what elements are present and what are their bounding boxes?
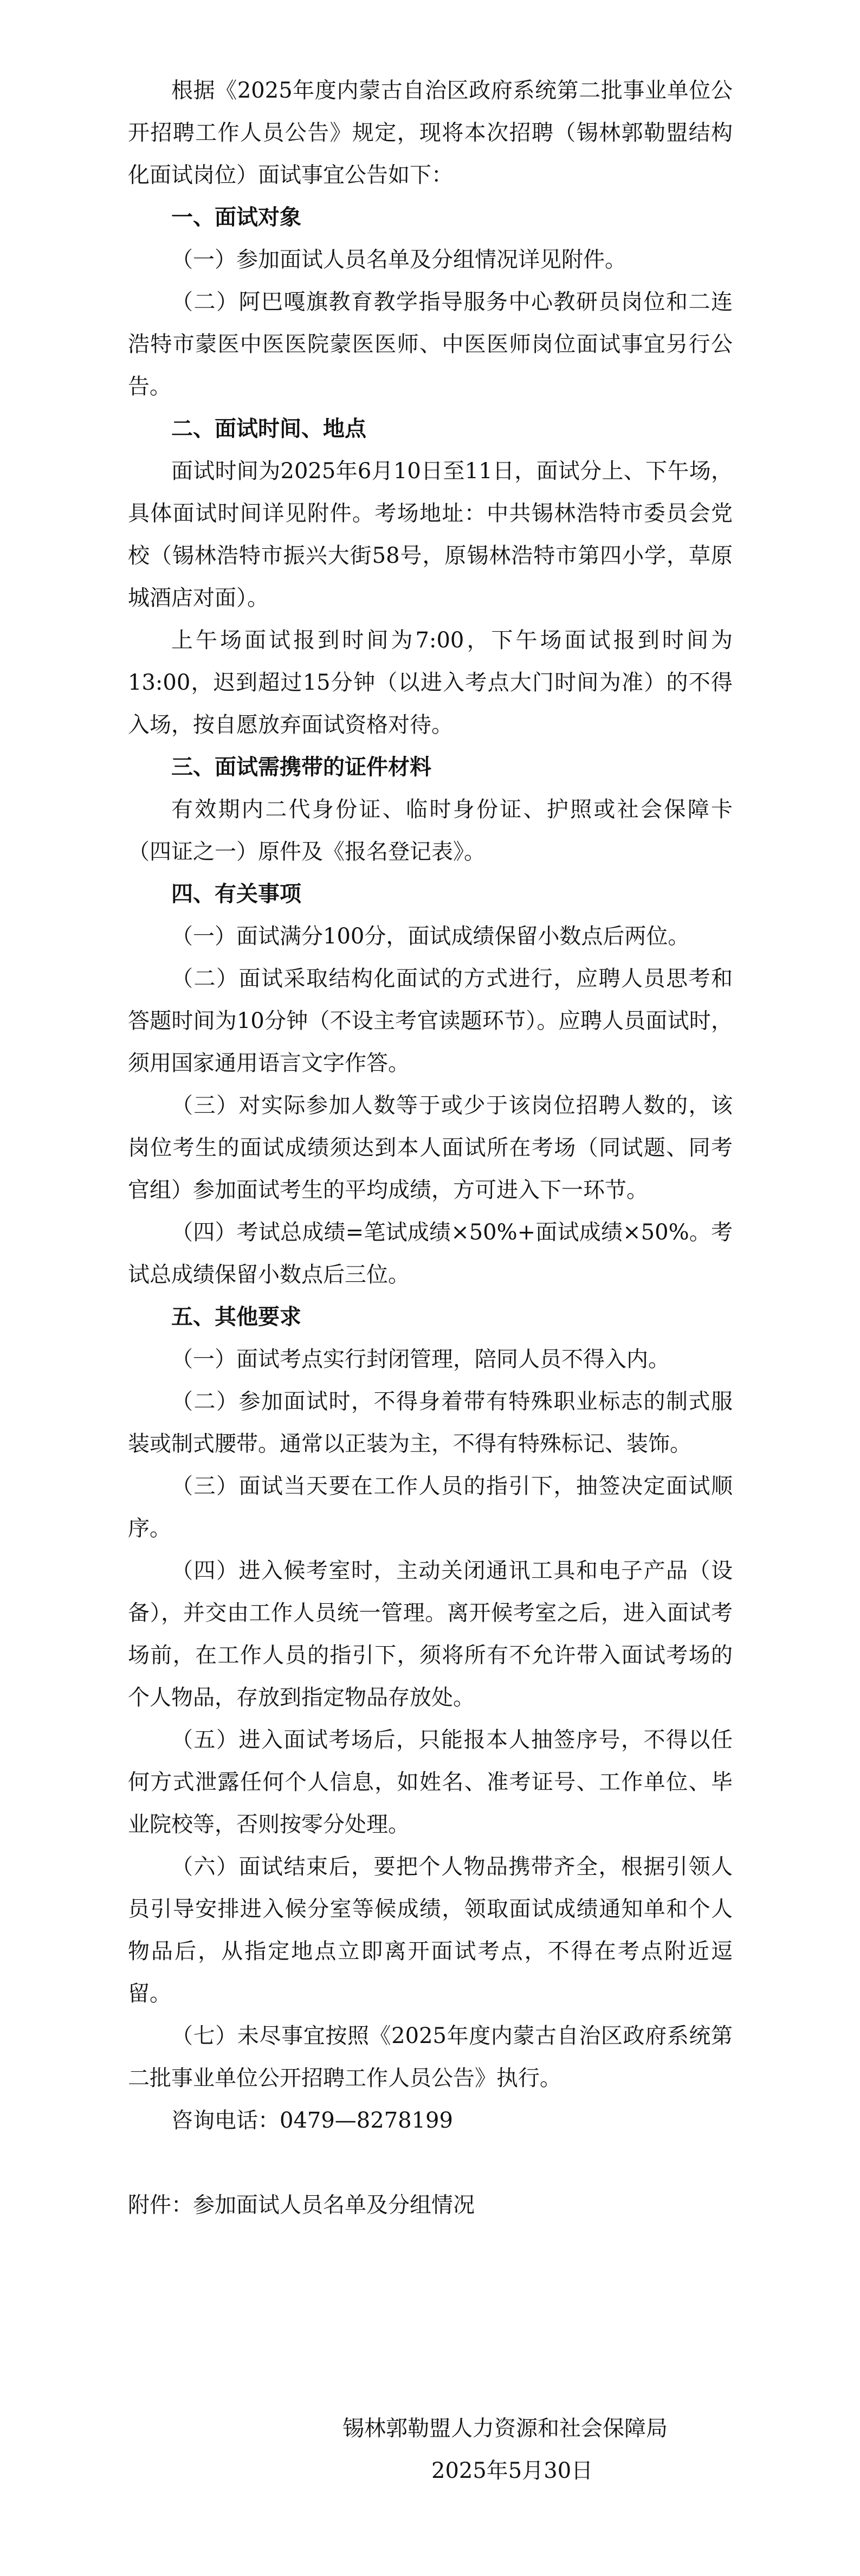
section-paragraph: （一）面试考点实行封闭管理，陪同人员不得入内。 (171, 1347, 670, 1372)
section-paragraph: （一）面试满分100分，面试成绩保留小数点后两位。 (171, 924, 690, 949)
section-time-location (128, 408, 733, 746)
section-required-documents (128, 746, 733, 873)
section-heading: 二、面试时间、地点 (171, 416, 366, 441)
section-paragraph: （六）面试结束后，要把个人物品携带齐全，根据引领人员引导安排进入候分室等候成绩，领取面试成绩通知单和个人物品后，从指定地点立即离开面试考点，不得在考点附近逗留。 (128, 1854, 733, 2006)
section-paragraph: 上午场面试报到时间为7:00，下午场面试报到时间为13:00，迟到超过15分钟（以进入考点大门时间为准）的不得入场，按自愿放弃面试资格对待。 (128, 628, 733, 737)
section-heading: 三、面试需携带的证件材料 (171, 754, 431, 780)
attachment-note: 附件：参加面试人员名单及分组情况 (128, 2193, 475, 2218)
section-interview-targets (128, 196, 733, 408)
section-related-matters (128, 873, 733, 1296)
section-paragraph: （三）对实际参加人数等于或少于该岗位招聘人数的，该岗位考生的面试成绩须达到本人面试所在考场（同试题、同考官组）参加面试考生的平均成绩，方可进入下一环节。 (128, 1093, 733, 1203)
section-paragraph: （七）未尽事宜按照《2025年度内蒙古自治区政府系统第二批事业单位公开招聘工作人员公告》执行。 (128, 2023, 733, 2091)
section-paragraph: （四）进入候考室时，主动关闭通讯工具和电子产品（设备），并交由工作人员统一管理。离开候考室之后，进入面试考场前，在工作人员的指引下，须将所有不允许带入面试考场的个人物品，存放到指定物品存放处。 (128, 1558, 733, 1710)
section-heading: 五、其他要求 (171, 1304, 301, 1329)
section-paragraph: （三）面试当天要在工作人员的指引下，抽签决定面试顺序。 (128, 1474, 733, 1541)
section-paragraph: （二）面试采取结构化面试的方式进行，应聘人员思考和答题时间为10分钟（不设主考官读题环节）。应聘人员面试时，须用国家通用语言文字作答。 (128, 966, 733, 1076)
signature-date-text: 2025年5月30日 (431, 2458, 593, 2483)
section-other-requirements (128, 1296, 733, 2099)
section-paragraph: （一）参加面试人员名单及分组情况详见附件。 (171, 247, 626, 272)
signature-org-text: 锡林郭勒盟人力资源和社会保障局 (342, 2416, 668, 2441)
section-paragraph: 面试时间为2025年6月10日至11日，面试分上、下午场，具体面试时间详见附件。考场地址：中共锡林浩特市委员会党校（锡林浩特市振兴大街58号，原锡林浩特市第四小学，草原城酒店对面）。 (128, 459, 733, 611)
section-paragraph: （四）考试总成绩=笔试成绩×50%+面试成绩×50%。考试总成绩保留小数点后三位。 (128, 1220, 733, 1287)
section-paragraph: 有效期内二代身份证、临时身份证、护照或社会保障卡（四证之一）原件及《报名登记表》。 (128, 797, 733, 864)
section-heading: 一、面试对象 (171, 204, 301, 230)
section-paragraph: （二）阿巴嘎旗教育教学指导服务中心教研员岗位和二连浩特市蒙医中医医院蒙医医师、中医医师岗位面试事宜另行公告。 (128, 290, 733, 399)
section-paragraph: （二）参加面试时，不得身着带有特殊职业标志的制式服装或制式腰带。通常以正装为主，不得有特殊标记、装饰。 (128, 1389, 733, 1456)
announcement-body (128, 69, 733, 2226)
intro-paragraph: 根据《2025年度内蒙古自治区政府系统第二批事业单位公开招聘工作人员公告》规定，现将本次招聘（锡林郭勒盟结构化面试岗位）面试事宜公告如下： (128, 78, 733, 188)
section-heading: 四、有关事项 (171, 881, 301, 907)
section-paragraph: （五）进入面试考场后，只能报本人抽签序号，不得以任何方式泄露任何个人信息，如姓名、准考证号、工作单位、毕业院校等，否则按零分处理。 (128, 1727, 733, 1837)
contact-phone: 咨询电话：0479—8278199 (171, 2108, 453, 2133)
